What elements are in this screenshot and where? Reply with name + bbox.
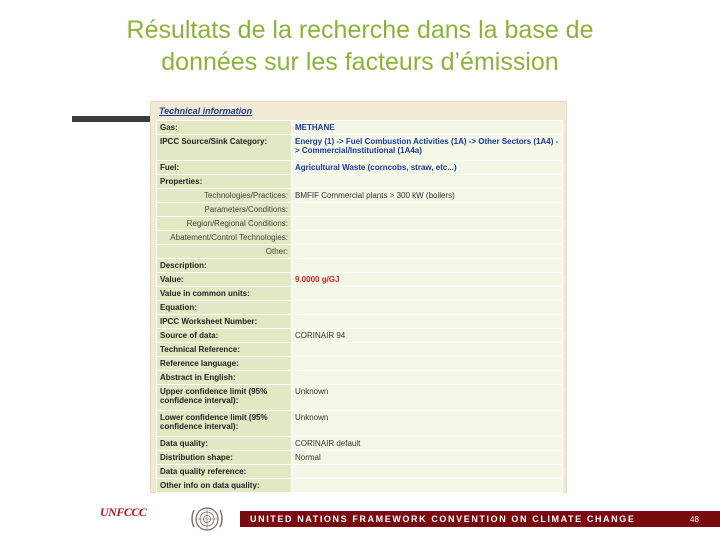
row-label: Region/Regional Conditions: [157, 217, 292, 231]
un-emblem-icon [186, 501, 228, 537]
table-row [157, 203, 563, 217]
table-row [157, 121, 563, 135]
row-value [292, 245, 563, 259]
row-label: Value: [157, 273, 292, 287]
technical-info-table [156, 120, 563, 493]
row-label: Gas: [157, 121, 292, 135]
row-label: Reference language: [157, 357, 292, 371]
row-label: Properties: [157, 175, 292, 189]
table-row [157, 217, 563, 231]
table-row [157, 465, 563, 479]
row-value [292, 175, 563, 189]
row-value: Energy (1) -> Fuel Combustion Activities (1A) -> Other Sectors (1A4) -> Commercial/Institutional (1A4a) [292, 135, 563, 161]
row-value: Agricultural Waste (corncobs, straw, etc...) [292, 161, 563, 175]
row-value [292, 465, 563, 479]
row-value: CORINAIR 94 [292, 329, 563, 343]
table-row [157, 301, 563, 315]
row-label: Abatement/Control Technologies: [157, 231, 292, 245]
row-value: Unknown [292, 411, 563, 437]
table-row [157, 357, 563, 371]
row-label: Upper confidence limit (95% confidence interval): [157, 385, 292, 411]
table-row [157, 479, 563, 493]
row-value: CORINAIR default [292, 437, 563, 451]
table-row [157, 451, 563, 465]
table-row [157, 329, 563, 343]
accent-bar [72, 116, 152, 122]
row-value [292, 217, 563, 231]
footer [0, 495, 720, 540]
panel-header: Technical information [159, 106, 253, 116]
row-label: Parameters/Conditions: [157, 203, 292, 217]
table-row [157, 343, 563, 357]
row-value: BMFIF Commercial plants > 300 kW (boilers) [292, 189, 563, 203]
technical-info-panel [150, 101, 567, 493]
row-label: Description: [157, 259, 292, 273]
row-value [292, 231, 563, 245]
unfccc-logo: UNFCCC [100, 505, 147, 519]
row-value [292, 315, 563, 329]
row-label: Other: [157, 245, 292, 259]
row-label: IPCC Worksheet Number: [157, 315, 292, 329]
row-value: METHANE [292, 121, 563, 135]
slide-title [40, 14, 680, 78]
row-value: Normal [292, 451, 563, 465]
row-label: Fuel: [157, 161, 292, 175]
row-value: Unknown [292, 385, 563, 411]
row-value [292, 371, 563, 385]
footer-band: UNITED NATIONS FRAMEWORK CONVENTION ON CLIMATE CHANGE [240, 511, 680, 527]
row-label: Data quality reference: [157, 465, 292, 479]
row-label: Value in common units: [157, 287, 292, 301]
row-label: Equation: [157, 301, 292, 315]
row-value [292, 287, 563, 301]
table-row [157, 315, 563, 329]
table-row [157, 231, 563, 245]
table-row [157, 135, 563, 161]
row-label: Lower confidence limit (95% confidence interval): [157, 411, 292, 437]
row-label: Data quality: [157, 437, 292, 451]
table-row [157, 411, 563, 437]
table-row [157, 259, 563, 273]
table-row [157, 189, 563, 203]
row-value [292, 259, 563, 273]
table-row [157, 273, 563, 287]
row-label: Technical Reference: [157, 343, 292, 357]
row-value [292, 357, 563, 371]
page-number: 48 [690, 515, 699, 524]
table-row [157, 437, 563, 451]
row-value [292, 301, 563, 315]
row-label: Abstract in English: [157, 371, 292, 385]
table-row [157, 385, 563, 411]
row-label: Distribution shape: [157, 451, 292, 465]
slide-title-line2: données sur les facteurs d’émission [161, 48, 559, 76]
row-label: Source of data: [157, 329, 292, 343]
row-value [292, 343, 563, 357]
table-row [157, 161, 563, 175]
row-label: IPCC Source/Sink Category: [157, 135, 292, 161]
table-row [157, 287, 563, 301]
table-row [157, 245, 563, 259]
footer-band-end [680, 511, 720, 527]
table-row [157, 371, 563, 385]
row-value [292, 479, 563, 493]
row-value: 9.0000 g/GJ [292, 273, 563, 287]
row-label: Other info on data quality: [157, 479, 292, 493]
row-value [292, 203, 563, 217]
table-row [157, 175, 563, 189]
slide-title-line1: Résultats de la recherche dans la base de [126, 16, 594, 44]
row-label: Technologies/Practices: [157, 189, 292, 203]
